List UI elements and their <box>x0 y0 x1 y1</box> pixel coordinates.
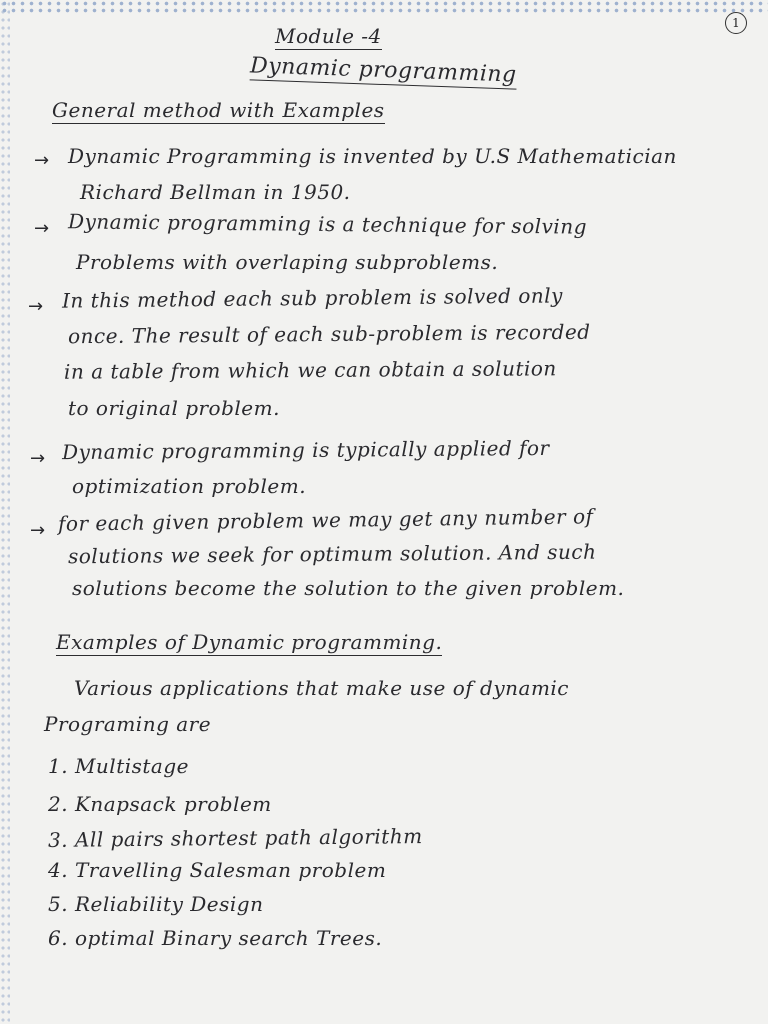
bullet-4-line-2: optimization problem. <box>72 474 307 498</box>
bullet-4-line-1: Dynamic programming is typically applied for <box>61 435 550 465</box>
bullet-2-line-2: Problems with overlaping subproblems. <box>76 250 499 274</box>
example-item: 4. Travelling Salesman problem <box>48 858 387 882</box>
example-item: 2. Knapsack problem <box>48 792 272 816</box>
bullet-3-line-2: once. The result of each sub-problem is recorded <box>67 319 591 349</box>
examples-intro-line-1: Various applications that make use of dynamic <box>74 676 569 700</box>
bullet-5-line-1: for each given problem we may get any number of <box>57 504 594 536</box>
page-number: 1 <box>725 12 747 34</box>
bullet-3-line-4: to original problem. <box>68 396 280 420</box>
module-title: Module -4 <box>275 24 382 48</box>
page-left-margin <box>0 0 10 1024</box>
arrow-bullet-icon: → <box>34 150 50 171</box>
bullet-1-line-2: Richard Bellman in 1950. <box>80 180 351 204</box>
page-top-edge <box>0 0 768 14</box>
example-item: 3. All pairs shortest path algorithm <box>47 824 423 852</box>
bullet-1-line-1: Dynamic Programming is invented by U.S Mathematician <box>68 144 677 168</box>
arrow-bullet-icon: → <box>28 296 44 317</box>
examples-intro-line-2: Programing are <box>44 712 212 736</box>
example-item: 6. optimal Binary search Trees. <box>48 926 383 950</box>
examples-heading: Examples of Dynamic programming. <box>56 630 443 654</box>
example-item: 5. Reliability Design <box>48 892 264 916</box>
section-heading: General method with Examples <box>52 98 385 122</box>
bullet-3-line-1: In this method each sub problem is solved only <box>61 283 564 313</box>
bullet-5-line-2: solutions we seek for optimum solution. And such <box>67 539 597 569</box>
bullet-2-line-1: Dynamic programming is a technique for solving <box>67 209 588 239</box>
example-item: 1. Multistage <box>48 754 189 778</box>
bullet-5-line-3: solutions become the solution to the given problem. <box>72 576 625 600</box>
topic-title: Dynamic programming <box>249 53 518 88</box>
arrow-bullet-icon: → <box>30 448 46 469</box>
arrow-bullet-icon: → <box>30 520 46 541</box>
bullet-3-line-3: in a table from which we can obtain a solution <box>63 356 557 384</box>
arrow-bullet-icon: → <box>34 218 50 239</box>
